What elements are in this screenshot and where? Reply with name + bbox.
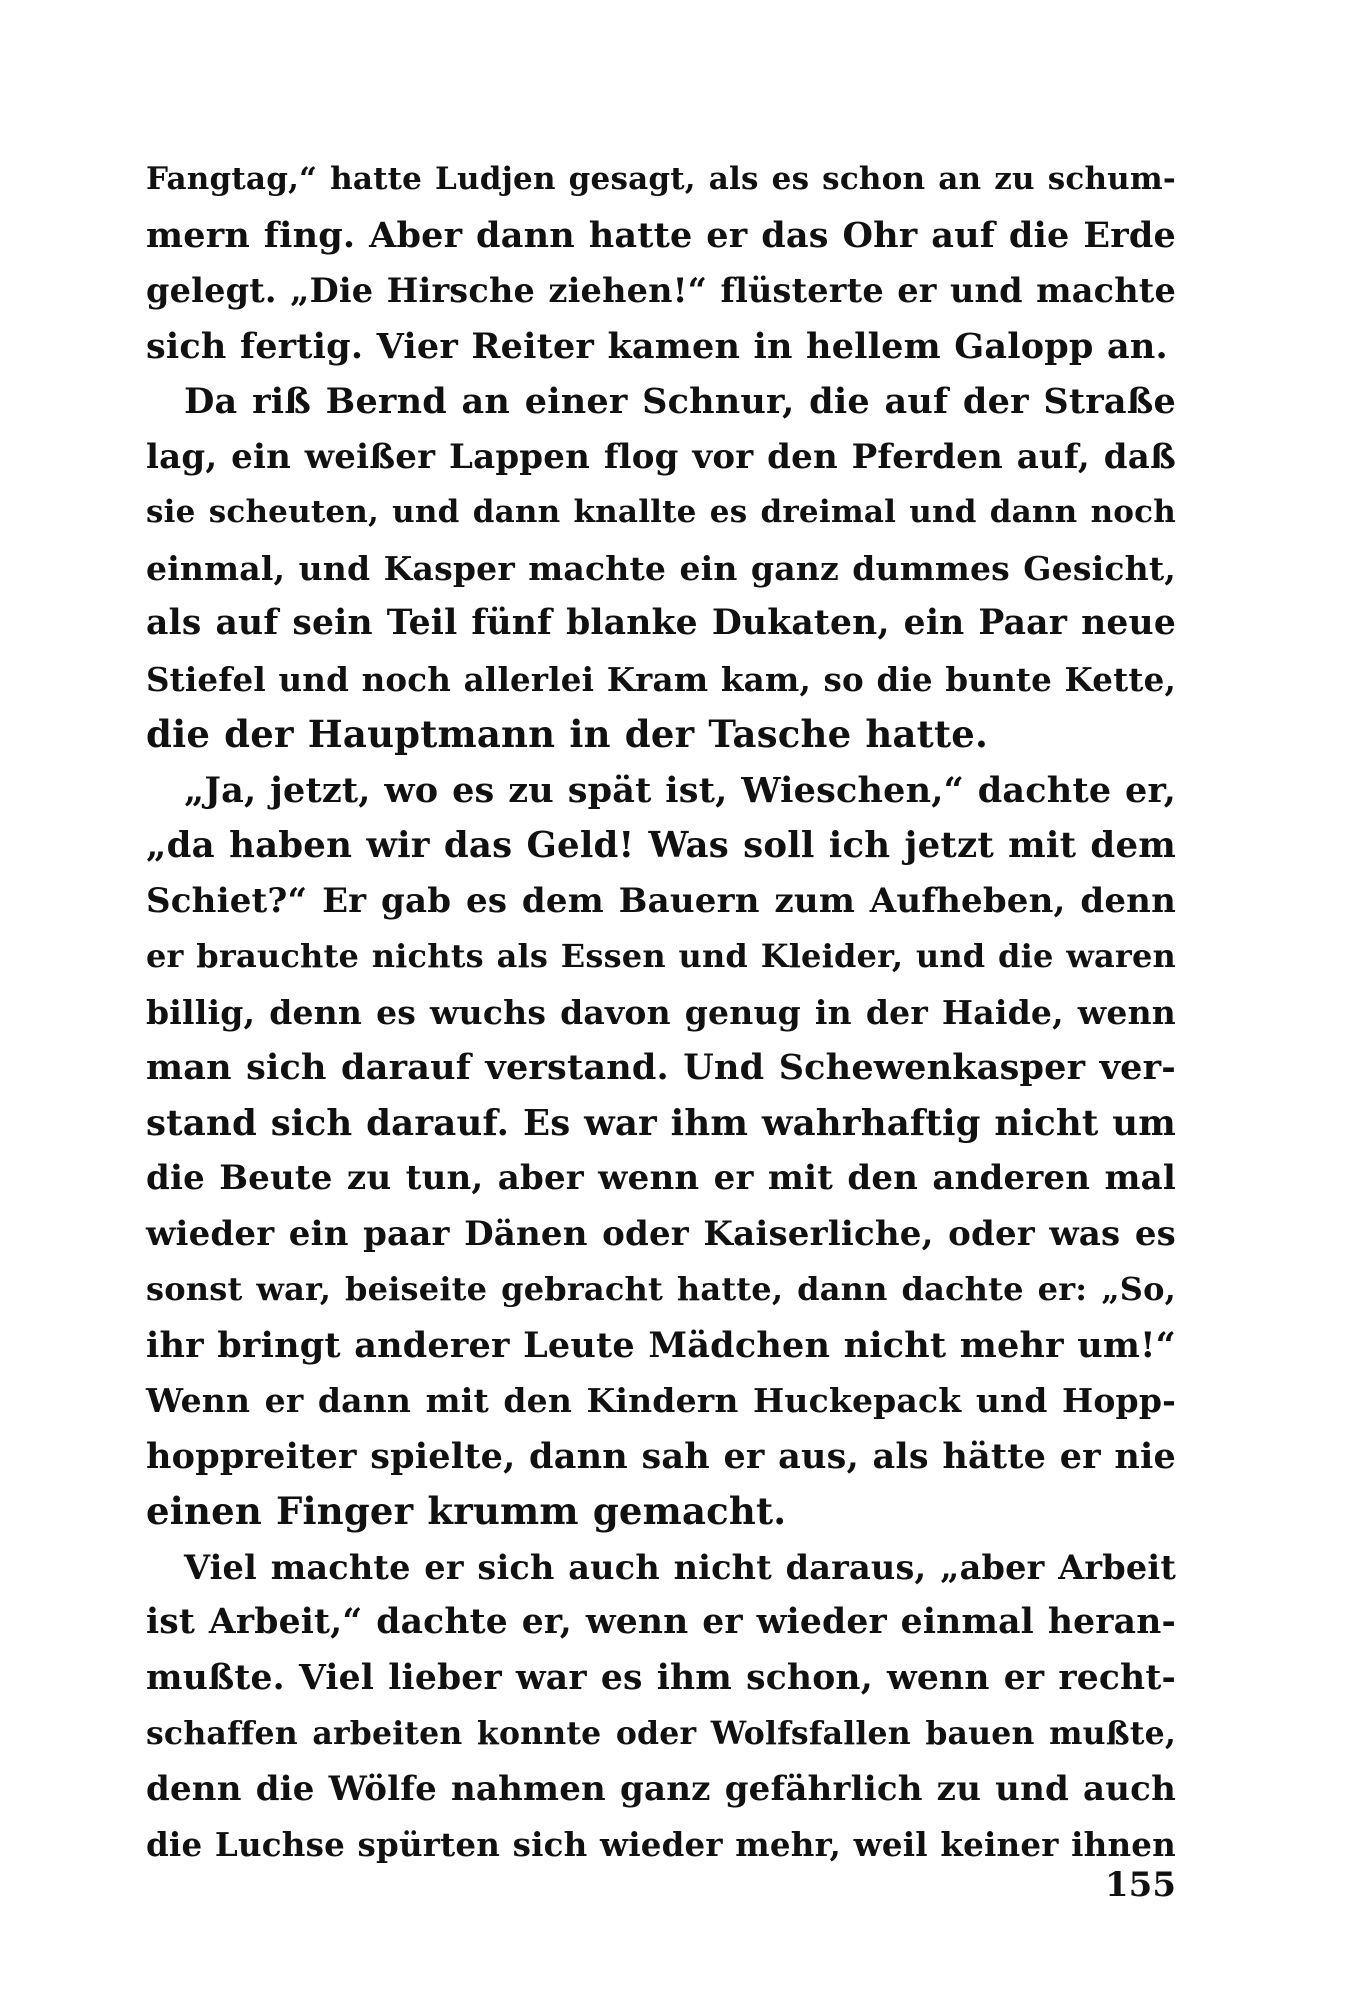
- text-line: mern fing. Aber dann hatte er das Ohr auf die Erde: [146, 214, 1176, 256]
- text-line: als auf sein Teil fünf blanke Dukaten, ein Paar neue: [146, 603, 1176, 643]
- text-line: sie scheuten, und dann knallte es dreimal und dann noch: [146, 494, 1176, 530]
- text-line: hoppreiter spielte, dann sah er aus, als hätte er nie: [146, 1435, 1176, 1477]
- paragraph-2: [146, 374, 1176, 763]
- text-line: Viel machte er sich auch nicht daraus, „aber Arbeit: [184, 1547, 1176, 1587]
- text-line: sonst war, beiseite gebracht hatte, dann dachte er: „So,: [146, 1270, 1176, 1308]
- page-number: 155: [1105, 1865, 1176, 1905]
- text-line: man sich darauf verstand. Und Schewenkasper ver-: [146, 1047, 1176, 1088]
- text-line: schaffen arbeiten konnte oder Wolfsfallen bauen mußte,: [146, 1715, 1176, 1752]
- text-line: die Beute zu tun, aber wenn er mit den anderen mal: [146, 1158, 1176, 1198]
- text-line: ist Arbeit,“ dachte er, wenn er wieder einmal heran-: [146, 1602, 1176, 1642]
- text-line: ihr bringt anderer Leute Mädchen nicht mehr um!“: [146, 1324, 1176, 1366]
- text-line: lag, ein weißer Lappen flog vor den Pferden auf, daß: [146, 436, 1176, 477]
- text-line: die der Hauptmann in der Tasche hatte.: [146, 712, 989, 756]
- text-line: er brauchte nichts als Essen und Kleider, und die waren: [146, 937, 1176, 975]
- text-line: „Ja, jetzt, wo es zu spät ist, Wieschen,“ dachte er,: [184, 769, 1176, 811]
- text-line: gelegt. „Die Hirsche ziehen!“ flüsterte er und machte: [146, 271, 1176, 310]
- text-line: stand sich darauf. Es war ihm wahrhaftig nicht um: [146, 1102, 1176, 1144]
- text-line: einen Finger krumm gemacht.: [146, 1489, 787, 1533]
- paragraph-1: [146, 152, 1176, 374]
- text-line: Wenn er dann mit den Kindern Huckepack und Hopp-: [146, 1381, 1176, 1420]
- text-line: denn die Wölfe nahmen ganz gefährlich zu und auch: [146, 1768, 1176, 1809]
- body-text: [146, 152, 1176, 1873]
- text-line: Da riß Bernd an einer Schnur, die auf der Straße: [184, 381, 1176, 422]
- text-line: billig, denn es wuchs davon genug in der Haide, wenn: [146, 992, 1176, 1032]
- text-line: Schiet?“ Er gab es dem Bauern zum Aufheben, denn: [146, 880, 1176, 921]
- text-line: die Luchse spürten sich wieder mehr, weil keiner ihnen: [146, 1825, 1176, 1864]
- text-line: mußte. Viel lieber war es ihm schon, wenn er recht-: [146, 1657, 1176, 1698]
- paragraph-3: [146, 763, 1176, 1540]
- text-line: sich fertig. Vier Reiter kamen in hellem Galopp an.: [146, 325, 1168, 367]
- text-line: Stiefel und noch allerlei Kram kam, so die bunte Kette,: [146, 659, 1176, 699]
- text-line: wieder ein paar Dänen oder Kaiserliche, oder was es: [146, 1213, 1176, 1254]
- text-line: einmal, und Kasper machte ein ganz dummes Gesicht,: [146, 548, 1176, 588]
- paragraph-4: [146, 1540, 1176, 1873]
- text-line: Fangtag,“ hatte Ludjen gesagt, als es schon an zu schum-: [146, 161, 1176, 197]
- text-line: „da haben wir das Geld! Was soll ich jetzt mit dem: [146, 825, 1176, 866]
